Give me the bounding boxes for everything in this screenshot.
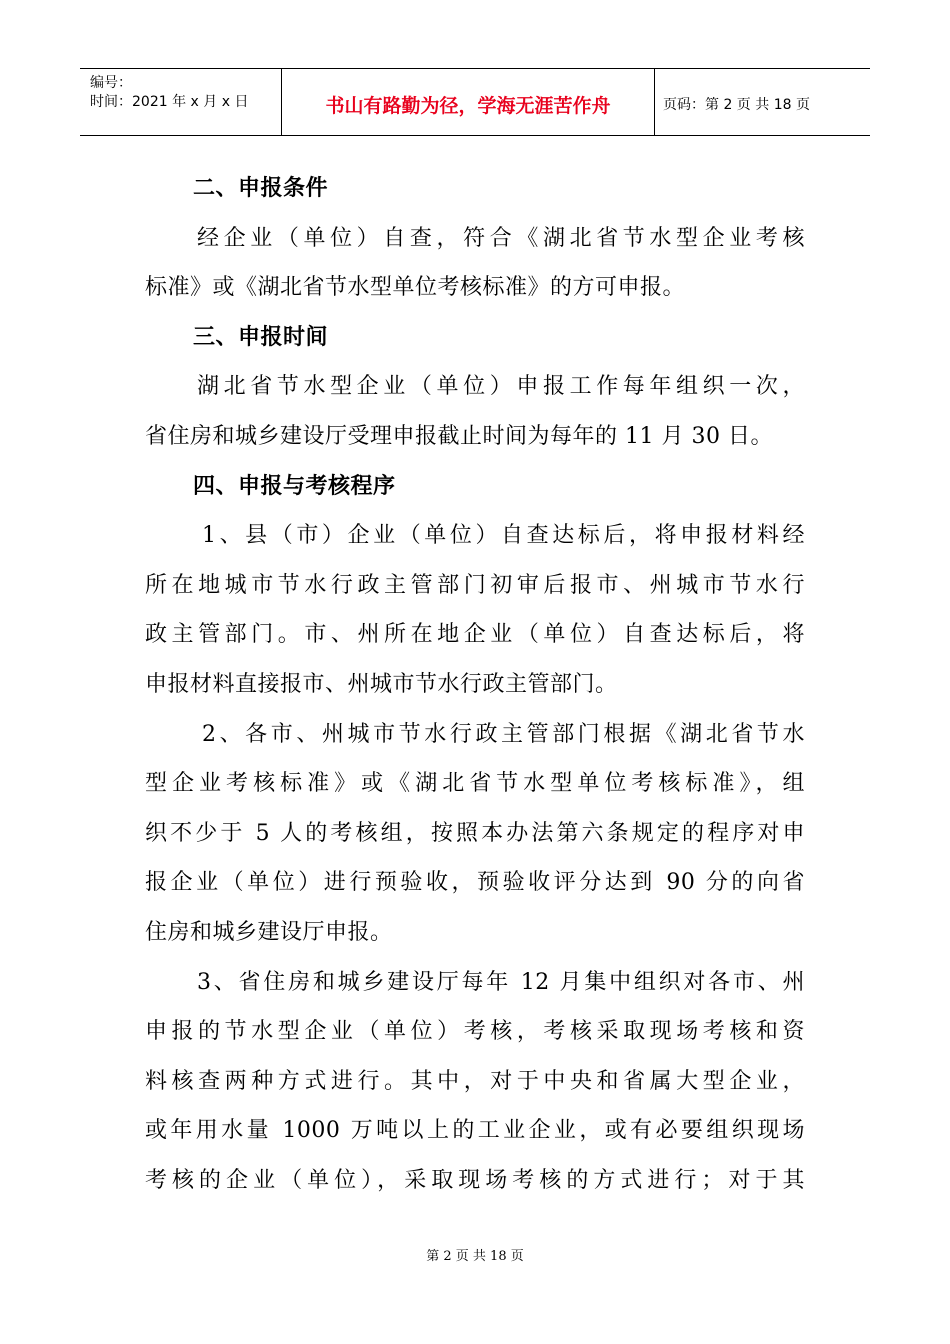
paragraph-line: 型企业考核标准》或《湖北省节水型单位考核标准》，组 (145, 771, 805, 797)
paragraph-line: 经企业（单位）自查，符合《湖北省节水型企业考核 (197, 225, 805, 251)
page-footer: 第 2 页 共 18 页 (426, 1249, 524, 1264)
document-number-label: 编号： (90, 75, 132, 91)
paragraph-line: 湖北省节水型企业（单位）申报工作每年组织一次， (197, 374, 805, 400)
paragraph-line: 所在地城市节水行政主管部门初审后报市、州城市节水行 (145, 572, 805, 598)
paragraph-line: 标准》或《湖北省节水型单位考核标准》的方可申报。 (145, 275, 686, 301)
paragraph-line: 3、省住房和城乡建设厅每年 12 月集中组织对各市、州 (197, 969, 805, 995)
section-heading-time: 三、申报时间 (193, 324, 329, 350)
section-heading-conditions: 二、申报条件 (193, 176, 329, 201)
document-time-label: 时间：2021 年 x 月 x 日 (90, 94, 249, 110)
paragraph-line: 织不少于 5 人的考核组，按照本办法第六条规定的程序对申 (145, 820, 805, 846)
document-body (145, 164, 805, 1205)
paragraph-line: 考核的企业（单位），采取现场考核的方式进行；对于其 (145, 1167, 805, 1193)
paragraph-line: 1、县（市）企业（单位）自查达标后，将申报材料经 (202, 523, 805, 549)
header-motto: 书山有路勤为径，学海无涯苦作舟 (282, 69, 655, 135)
paragraph-line: 申报的节水型企业（单位）考核，考核采取现场考核和资 (145, 1019, 805, 1045)
header-meta (80, 69, 282, 135)
paragraph-line: 报企业（单位）进行预验收，预验收评分达到 90 分的向省 (145, 870, 805, 896)
header-page-info: 页码：第 2 页 共 18 页 (663, 97, 810, 113)
paragraph-line: 申报材料直接报市、州城市节水行政主管部门。 (145, 671, 618, 697)
page-header (80, 68, 870, 136)
paragraph-line: 省住房和城乡建设厅受理申报截止时间为每年的 11 月 30 日。 (145, 423, 773, 449)
paragraph-line: 2、各市、州城市节水行政主管部门根据《湖北省节水 (202, 721, 805, 747)
paragraph-line: 或年用水量 1000 万吨以上的工业企业，或有必要组织现场 (145, 1118, 805, 1144)
paragraph-line: 住房和城乡建设厅申报。 (145, 919, 393, 945)
paragraph-line: 料核查两种方式进行。其中，对于中央和省属大型企业， (145, 1068, 805, 1094)
section-heading-procedure: 四、申报与考核程序 (193, 473, 396, 499)
paragraph-line: 政主管部门。市、州所在地企业（单位）自查达标后，将 (145, 622, 805, 648)
